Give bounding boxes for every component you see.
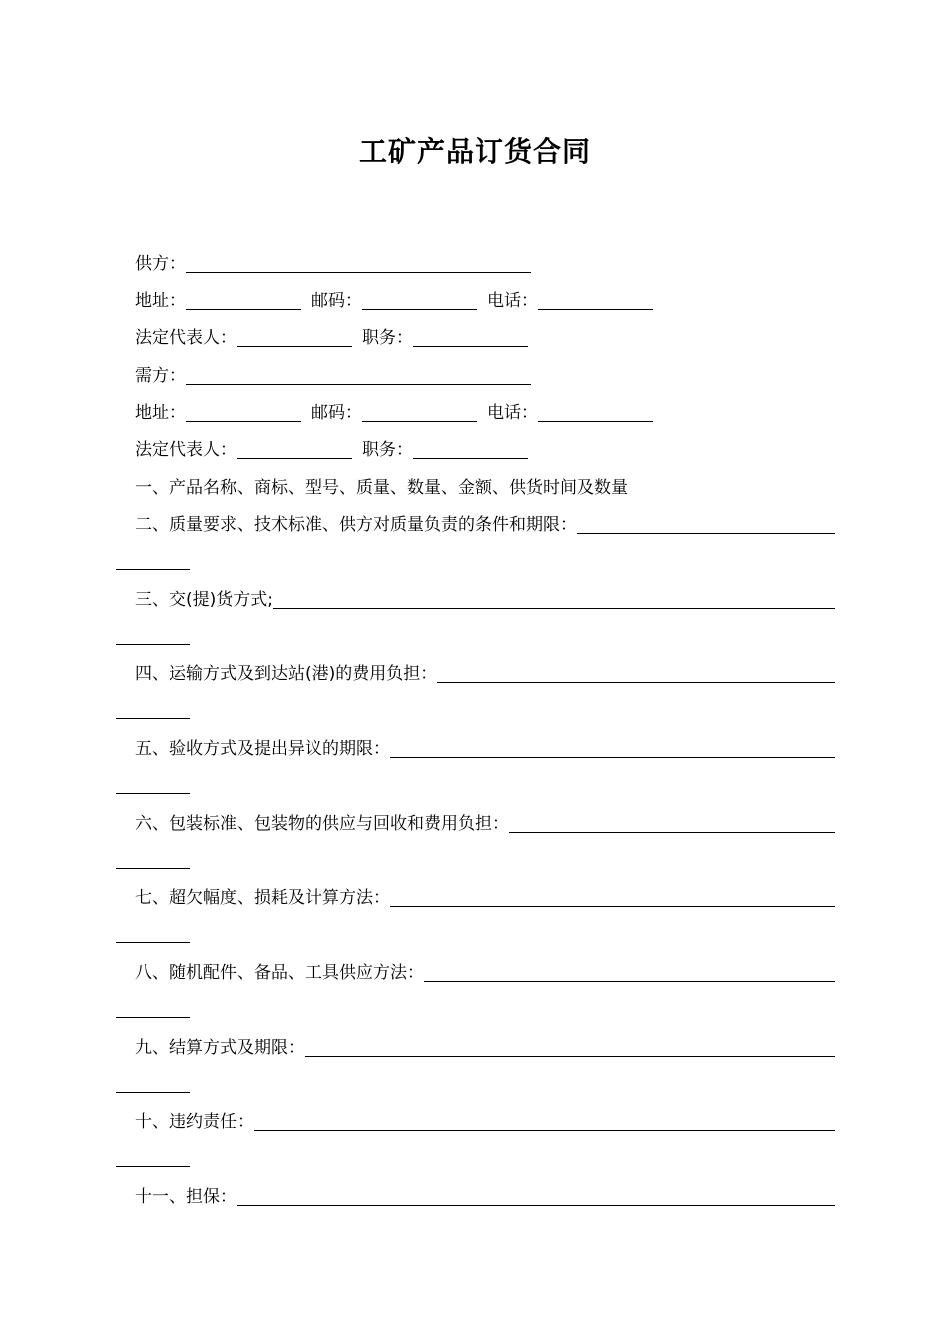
clause-8-row: [135, 961, 835, 985]
clause-8-label: 八、随机配件、备品、工具供应方法：: [135, 963, 424, 983]
buyer-rep-field[interactable]: [237, 440, 352, 459]
clause-3-field[interactable]: [273, 590, 835, 609]
clause-7-row: [135, 886, 835, 910]
clause-10-label: 十、违约责任：: [135, 1112, 254, 1132]
clause-2-label: 二、质量要求、技术标准、供方对质量负责的条件和期限：: [135, 515, 577, 535]
clause-6-label: 六、包装标准、包装物的供应与回收和费用负担：: [135, 814, 509, 834]
supplier-party-row: [135, 252, 531, 276]
clause-3-field-continuation[interactable]: [116, 644, 190, 645]
buyer-postcode-field[interactable]: [362, 403, 477, 422]
clause-5-row: [135, 737, 835, 761]
clause-5-field[interactable]: [390, 739, 835, 758]
clause-7-field-continuation[interactable]: [116, 942, 190, 943]
clause-3-label: 三、交(提)货方式;: [135, 590, 273, 610]
clause-6-field-continuation[interactable]: [116, 868, 190, 869]
supplier-party-field[interactable]: [186, 254, 531, 273]
clause-7-label: 七、超欠幅度、损耗及计算方法：: [135, 888, 390, 908]
buyer-rep-row: [135, 438, 528, 462]
clause-11-row: [135, 1185, 835, 1209]
buyer-address-field[interactable]: [186, 403, 301, 422]
clause-6-field[interactable]: [509, 814, 835, 833]
clause-9-row: [135, 1036, 835, 1060]
supplier-postcode-label: 邮码：: [311, 291, 362, 311]
clause-5-label: 五、验收方式及提出异议的期限：: [135, 739, 390, 759]
supplier-postcode-field[interactable]: [362, 291, 477, 310]
clause-10-row: [135, 1110, 835, 1134]
clause-8-field-continuation[interactable]: [116, 1017, 190, 1018]
supplier-rep-field[interactable]: [237, 328, 352, 347]
clause-9-field[interactable]: [305, 1038, 835, 1057]
clause-8-field[interactable]: [424, 963, 835, 982]
buyer-address-label: 地址：: [135, 403, 186, 423]
supplier-rep-row: [135, 326, 528, 350]
buyer-phone-label: 电话：: [487, 403, 538, 423]
clause-7-field[interactable]: [390, 888, 835, 907]
buyer-party-row: [135, 364, 531, 388]
buyer-position-field[interactable]: [413, 440, 528, 459]
clause-1-label: 一、产品名称、商标、型号、质量、数量、金额、供货时间及数量: [135, 478, 628, 498]
clause-5-field-continuation[interactable]: [116, 793, 190, 794]
clause-9-field-continuation[interactable]: [116, 1092, 190, 1093]
clause-4-field-continuation[interactable]: [116, 718, 190, 719]
clause-11-field[interactable]: [237, 1187, 835, 1206]
clause-4-row: [135, 662, 835, 686]
supplier-position-field[interactable]: [413, 328, 528, 347]
buyer-party-label: 需方：: [135, 366, 186, 386]
clause-4-label: 四、运输方式及到达站(港)的费用负担：: [135, 664, 438, 684]
buyer-party-field[interactable]: [186, 366, 531, 385]
clause-6-row: [135, 812, 835, 836]
buyer-phone-field[interactable]: [538, 403, 653, 422]
clause-11-label: 十一、担保：: [135, 1187, 237, 1207]
buyer-rep-label: 法定代表人：: [135, 440, 237, 460]
supplier-phone-field[interactable]: [538, 291, 653, 310]
supplier-party-label: 供方：: [135, 254, 186, 274]
document-title: 工矿产品订货合同: [358, 135, 591, 168]
clause-4-field[interactable]: [437, 664, 835, 683]
supplier-rep-label: 法定代表人：: [135, 328, 237, 348]
supplier-address-field[interactable]: [186, 291, 301, 310]
clause-1-row: [135, 476, 628, 500]
buyer-postcode-label: 邮码：: [311, 403, 362, 423]
clause-2-field-continuation[interactable]: [116, 569, 190, 570]
supplier-phone-label: 电话：: [487, 291, 538, 311]
buyer-address-row: [135, 401, 653, 425]
clause-2-field[interactable]: [577, 515, 835, 534]
clause-2-row: [135, 513, 835, 537]
buyer-position-label: 职务：: [362, 440, 413, 460]
supplier-address-label: 地址：: [135, 291, 186, 311]
clause-3-row: [135, 588, 835, 612]
supplier-address-row: [135, 289, 653, 313]
clause-9-label: 九、结算方式及期限：: [135, 1038, 305, 1058]
supplier-position-label: 职务：: [362, 328, 413, 348]
clause-10-field-continuation[interactable]: [116, 1166, 190, 1167]
clause-10-field[interactable]: [254, 1112, 835, 1131]
